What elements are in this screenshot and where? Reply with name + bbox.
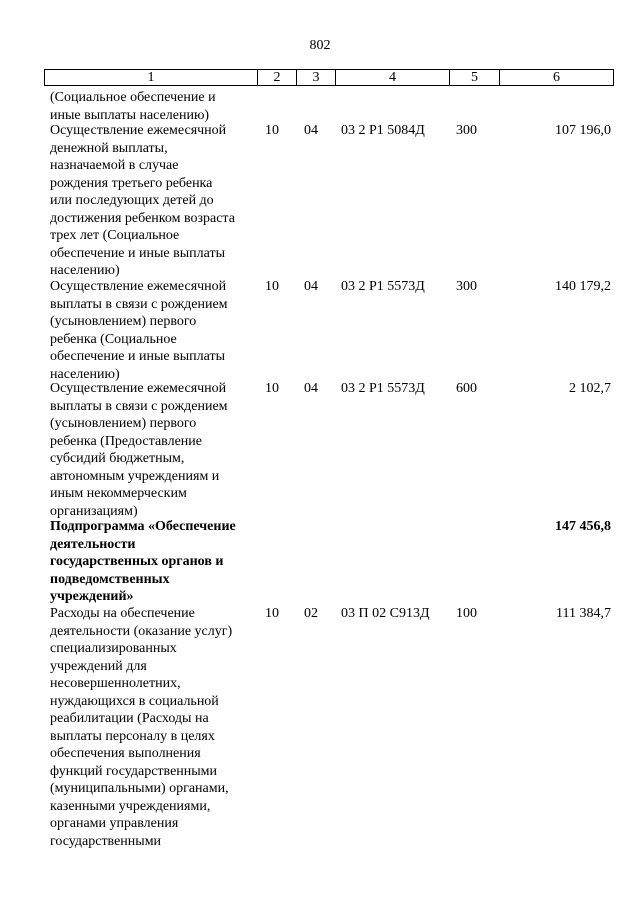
header-col-3: 3 [297,70,336,85]
row-section: 10 [265,279,279,294]
row-description: Осуществление ежемесячной денежной выплаты, назначаемой в случае рождения третьего ребенка или последующих детей до достижения ребенком возраста трех лет (Социальное обеспечение и иные выплаты населению) [50,123,235,278]
row-amount: 2 102,7 [569,381,611,396]
row-amount: 140 179,2 [555,279,611,294]
row-subsection: 04 [304,381,318,396]
row-amount: 107 196,0 [555,123,611,138]
header-col-5: 5 [450,70,500,85]
row-section: 10 [265,123,279,138]
header-col-2: 2 [258,70,297,85]
row-section: 10 [265,606,279,621]
row-target-code: 03 2 Р1 5573Д [341,381,425,396]
row-expense-type: 300 [456,279,477,294]
row-section: 10 [265,381,279,396]
header-col-6: 6 [553,70,560,85]
row-description: Расходы на обеспечение деятельности (оказание услуг) специализированных учреждений для несовершеннолетних, нуждающихся в социальной реабилитации (Расходы на выплаты персоналу в целях обеспечения выполнения функций государственными (муниципальными) органами, казенными учреждениями, органами управления государственными [50,606,233,849]
row-target-code: 03 П 02 С913Д [341,606,430,621]
row-subsection: 02 [304,606,318,621]
row-expense-type: 600 [456,381,477,396]
row-expense-type: 300 [456,123,477,138]
row-amount: 147 456,8 [555,519,611,534]
row-description: Осуществление ежемесячной выплаты в связи с рождением (усыновлением) первого ребенка (Социальное обеспечение и иные выплаты населению) [50,279,228,382]
row-subsection: 04 [304,123,318,138]
row-description: Подпрограмма «Обеспечение деятельности государственных органов и подведомственных учреждений» [50,519,236,604]
row-subsection: 04 [304,279,318,294]
row-description: (Социальное обеспечение и иные выплаты населению) [50,90,216,123]
row-amount: 111 384,7 [556,606,611,621]
row-target-code: 03 2 Р1 5084Д [341,123,425,138]
header-col-4: 4 [336,70,450,85]
table-header [44,69,614,86]
header-col-1: 1 [45,70,258,85]
row-expense-type: 100 [456,606,477,621]
row-description: Осуществление ежемесячной выплаты в связи с рождением (усыновлением) первого ребенка (Предоставление субсидий бюджетным, автономным учреждениям и иным некоммерческим организациям) [50,381,228,519]
row-target-code: 03 2 Р1 5573Д [341,279,425,294]
page-number: 802 [309,38,331,53]
